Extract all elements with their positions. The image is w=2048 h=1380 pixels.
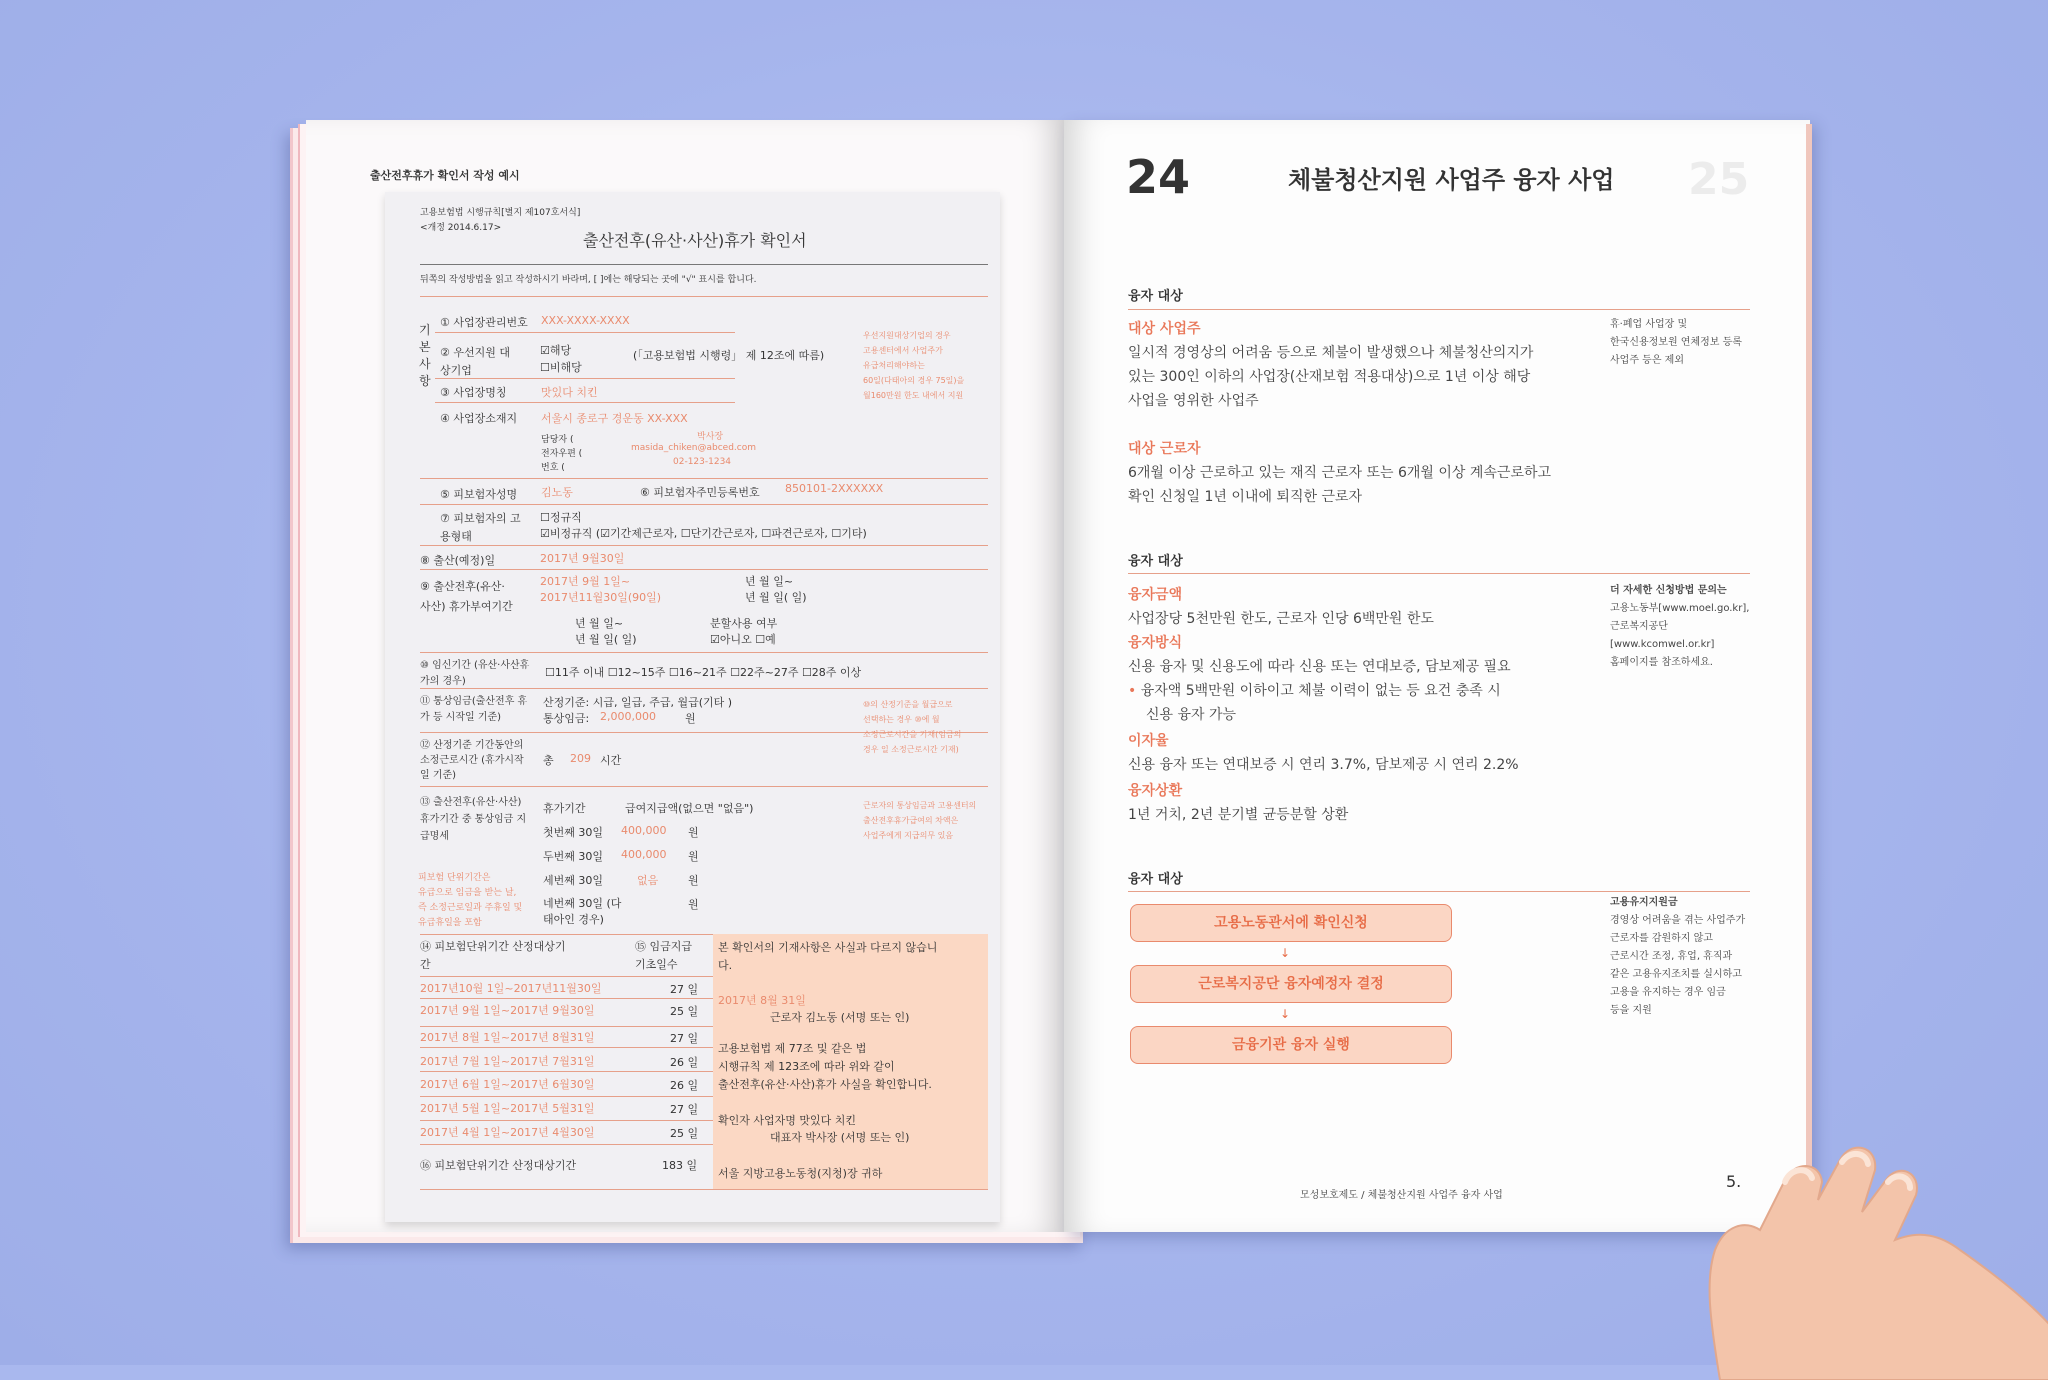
row13-label: ⑬ 출산전후(유산·사산) 휴가기간 중 통상임금 지급명세 <box>420 797 527 842</box>
confirm-business: 확인자 사업자명 맛있다 치킨 <box>718 1114 857 1127</box>
row7-opt1: ☐정규직 <box>540 511 582 524</box>
r14-row6-days: 27 일 <box>670 1103 699 1116</box>
section2-bullet: • 융자액 5백만원 이하이고 체불 이력이 없는 등 요건 충족 시 <box>1128 683 1501 699</box>
row8-value: 2017년 9월30일 <box>540 552 625 565</box>
row12-prefix: 총 <box>543 754 554 767</box>
row12-value: 209 <box>570 752 591 765</box>
maternity-leave-form <box>385 192 1000 1222</box>
r14-row7-days: 25 일 <box>670 1127 699 1140</box>
row14-label: ⑭ 피보험단위기간 산정대상기간 <box>420 940 566 971</box>
page-number: 5. <box>1726 1172 1742 1191</box>
section2-body4: 1년 거치, 2년 분기별 균등분할 상환 <box>1128 807 1349 823</box>
section2-bullet-cont: 신용 융자 가능 <box>1146 707 1237 723</box>
flow-step-1: 고용노동관서에 확인신청 <box>1130 904 1452 942</box>
r14-row4-period: 2017년 7월 1일~2017년 7월31일 <box>420 1055 595 1068</box>
row4-value: 서울시 종로구 경운동 XX-XXX <box>541 412 688 425</box>
r14-row1-days: 27 일 <box>670 983 699 996</box>
r14-row4-days: 26 일 <box>670 1056 699 1069</box>
r14-row1-period: 2017년10월 1일~2017년11월30일 <box>420 982 602 995</box>
section2-body1: 사업장당 5천만원 한도, 근로자 인당 6백만원 한도 <box>1128 611 1434 627</box>
r13-row2-unit: 원 <box>688 850 699 863</box>
note-insured-period: 피보험 단위기간은 유급으로 임금을 받는 날, 즉 소정근로일과 주휴일 및 유급휴일을 포함 <box>418 873 523 928</box>
note-wage-difference: 근로자의 통상임금과 고용센터의 출산전후휴가급여의 차액은 사업주에게 지급의무 있음 <box>863 801 977 840</box>
r14-row6-period: 2017년 5월 1일~2017년 5월31일 <box>420 1102 595 1115</box>
confirm-law3: 출산전후(유산·사산)휴가 사실을 확인합니다. <box>718 1078 932 1091</box>
r13-row1-unit: 원 <box>688 826 699 839</box>
form-law: 고용보험법 시행규칙[별지 제107호서식] <box>420 208 581 218</box>
r14-row5-period: 2017년 6월 1일~2017년 6월30일 <box>420 1078 595 1091</box>
section1-sub2: 대상 근로자 <box>1128 441 1201 457</box>
page-footer: 모성보호제도 / 체불청산지원 사업주 융자 사업 <box>1300 1190 1503 1201</box>
hand-holding-page <box>1690 1120 2048 1380</box>
section2-body3: 신용 융자 또는 연대보증 시 연리 3.7%, 담보제공 시 연리 2.2% <box>1128 757 1519 773</box>
section1-body1-line2: 있는 300인 이하의 사업장(산재보험 적용대상)으로 1년 이상 해당 <box>1128 369 1531 385</box>
section2-heading: 융자 대상 <box>1128 554 1183 569</box>
row11-unit: 원 <box>685 712 696 725</box>
row9-label: ⑨ 출산전후(유산·사산) 휴가부여기간 <box>420 580 513 613</box>
r14-row5-days: 26 일 <box>670 1079 699 1092</box>
form-title: 출산전후(유산·사산)휴가 확인서 <box>583 231 807 250</box>
row3-label: ③ 사업장명칭 <box>440 386 507 399</box>
row9-line3: 년 월 일~ <box>575 617 624 630</box>
section1-body2-line2: 확인 신청일 1년 이내에 퇴직한 근로자 <box>1128 489 1363 505</box>
section2-sub1: 융자금액 <box>1128 587 1183 603</box>
row4-contact1: 담당자 ( <box>541 435 574 445</box>
row7-opt2: ☑비정규직 (☑기간제근로자, ☐단기간근로자, ☐파견근로자, ☐기타) <box>540 527 867 540</box>
row4-contact3: 번호 ( <box>541 463 565 473</box>
row15-label: ⑮ 임금지급 기초일수 <box>635 940 693 971</box>
row5-label: ⑤ 피보험자성명 <box>440 488 518 501</box>
form-instruction: 뒤쪽의 작성방법을 읽고 작성하시기 바라며, [ ]에는 해당되는 곳에 "√" 표시를 합니다. <box>420 275 757 285</box>
row2-note: (「고용보험법 시행령」 제 12조에 따름) <box>633 349 825 362</box>
basic-section-label: 기본사항 <box>419 323 431 388</box>
row11-label: ⑪ 통상임금(출산전후 휴가 등 시작일 기준) <box>420 696 528 723</box>
section2-sub4: 융자상환 <box>1128 783 1183 799</box>
section2-sub2: 융자방식 <box>1128 635 1183 651</box>
confirm-statement: 본 확인서의 기재사항은 사실과 다르지 않습니다. <box>718 941 938 972</box>
flow-step-3: 금융기관 융자 실행 <box>1130 1026 1452 1064</box>
section2-sub3: 이자율 <box>1128 733 1169 749</box>
row5-value: 김노동 <box>541 486 573 499</box>
section2-side-note: 더 자세한 신청방법 문의는 고용노동부[www.moel.go.kr], 근로복지공단 [www.kcomwel.or.kr] 홈페이지를 참조하세요. <box>1610 585 1750 668</box>
row1-label: ① 사업장관리번호 <box>440 316 528 329</box>
page-title: 체불청산지원 사업주 융자 사업 <box>1288 166 1615 194</box>
row13-head2: 급여지급액(없으면 "없음") <box>625 802 754 815</box>
row7-label: ⑦ 피보험자의 고용형태 <box>440 512 521 543</box>
confirm-law1: 고용보험법 제 77조 및 같은 법 <box>718 1042 867 1055</box>
row9-line2: 2017년11월30일(90일) <box>540 591 662 604</box>
section3-side-note: 고용유지지원금 경영상 어려움을 겪는 사업주가 근로자를 감원하지 않고 근로시간 조정, 휴업, 휴직과 같은 고용유지조치를 실시하고 고용을 유지하는 경우 임금 등을 지원 <box>1610 897 1746 1016</box>
r14-row7-period: 2017년 4월 1일~2017년 4월30일 <box>420 1126 595 1139</box>
section1-body1-line1: 일시적 경영상의 어려움 등으로 체불이 발생했으나 체불청산의지가 <box>1128 345 1534 361</box>
section2-body2: 신용 융자 및 신용도에 따라 신용 또는 연대보증, 담보제공 필요 <box>1128 659 1511 675</box>
confirm-worker: 근로자 김노동 (서명 또는 인) <box>770 1011 910 1024</box>
row10-options: ☐11주 이내 ☐12~15주 ☐16~21주 ☐22주~27주 ☐28주 이상 <box>545 666 862 679</box>
row9-line1: 2017년 9월 1일~ <box>540 575 631 588</box>
ghost-chapter-number: 25 <box>1688 154 1750 205</box>
row4-contact2-value: masida_chiken@abced.com <box>631 443 756 453</box>
r14-row2-period: 2017년 9월 1일~2017년 9월30일 <box>420 1004 595 1017</box>
left-page-header: 출산전후휴가 확인서 작성 예시 <box>370 169 520 182</box>
r13-row4-unit: 원 <box>688 898 699 911</box>
row4-contact3-value: 02-123-1234 <box>673 457 732 467</box>
form-revision: <개정 2014.6.17> <box>420 223 502 233</box>
r13-row2-amount: 400,000 <box>621 848 667 861</box>
row11-line2: 통상임금: <box>543 712 590 725</box>
row4-contact1-value: 박사장 <box>697 432 724 442</box>
row9-split-value: ☑아니오 ☐예 <box>710 633 776 646</box>
row3-value: 맛있다 치킨 <box>541 386 598 399</box>
row8-label: ⑧ 출산(예정)일 <box>420 554 496 567</box>
r13-row1-amount: 400,000 <box>621 824 667 837</box>
r14-row2-days: 25 일 <box>670 1005 699 1018</box>
row4-contact2: 전자우편 ( <box>541 449 583 459</box>
row9-line4: 년 월 일( 일) <box>575 633 637 646</box>
r13-row3-period: 세번째 30일 <box>543 874 603 887</box>
row13-head1: 휴가기간 <box>543 802 586 815</box>
section3-heading: 융자 대상 <box>1128 872 1183 887</box>
row9-right1: 년 월 일~ <box>745 575 794 588</box>
section1-heading: 융자 대상 <box>1128 289 1183 304</box>
note-priority-support: 우선지원대상기업의 경우 고용센터에서 사업주가 유급처리해야하는 60일(다태아의 경우 75일)을 월160만원 한도 내에서 지원 <box>863 331 965 400</box>
flow-step-2: 근로복지공단 융자예정자 결정 <box>1130 965 1452 1003</box>
section1-sub1: 대상 사업주 <box>1128 321 1201 337</box>
confirm-representative: 대표자 박사장 (서명 또는 인) <box>770 1131 910 1144</box>
confirm-law2: 시행규칙 제 123조에 따라 위와 같이 <box>718 1060 895 1073</box>
confirm-office: 서울 지방고용노동청(지청)장 귀하 <box>718 1167 883 1180</box>
confirm-date: 2017년 8월 31일 <box>718 994 806 1007</box>
row1-value: XXX-XXXX-XXXX <box>541 314 630 327</box>
section1-body2-line1: 6개월 이상 근로하고 있는 재직 근로자 또는 6개월 이상 계속근로하고 <box>1128 465 1552 481</box>
row12-label: ⑫ 산정기준 기간동안의 소정근로시간 (휴가시작일 기준) <box>420 740 524 781</box>
r13-row4-period: 네번째 30일 (다태아인 경우) <box>543 897 622 926</box>
r13-row3-amount: 없음 <box>637 874 659 887</box>
row2-opt2: ☐비해당 <box>540 361 582 374</box>
section1-side-note: 휴·폐업 사업장 및 한국신용정보원 연체정보 등록 사업주 등은 제외 <box>1610 319 1742 366</box>
r14-row3-days: 27 일 <box>670 1032 699 1045</box>
flow-arrow-2: ↓ <box>1280 1007 1291 1021</box>
row16-label: ⑯ 피보험단위기간 산정대상기간 <box>420 1159 577 1172</box>
flow-arrow-1: ↓ <box>1280 946 1291 960</box>
row4-label: ④ 사업장소재지 <box>440 412 518 425</box>
row16-value: 183 일 <box>662 1159 698 1172</box>
row6-label: ⑥ 피보험자주민등록번호 <box>640 486 760 499</box>
r13-row3-unit: 원 <box>688 874 699 887</box>
row11-value: 2,000,000 <box>600 710 656 723</box>
row11-line1: 산정기준: 시급, 일급, 주급, 월급(기타 ) <box>543 696 733 709</box>
row2-opt1: ☑해당 <box>540 344 572 357</box>
right-page-edge <box>1806 124 1812 1230</box>
row9-split: 분할사용 여부 <box>710 617 778 630</box>
r13-row1-period: 첫번째 30일 <box>543 826 603 839</box>
note-wage-basis: ⑩의 산정기준을 월급으로 선택하는 경우 ⑩에 월 소정근로시간을 기재(임금의 경우 일 소정근로시간 기재) <box>863 700 962 754</box>
chapter-number: 24 <box>1126 150 1191 204</box>
row9-right2: 년 월 일( 일) <box>745 591 807 604</box>
row2-label: ② 우선지원 대상기업 <box>440 346 510 377</box>
r13-row2-period: 두번째 30일 <box>543 850 603 863</box>
row12-unit: 시간 <box>600 754 622 767</box>
row10-label: ⑩ 임신기간 (유산·사산휴가의 경우) <box>420 660 530 687</box>
section1-body1-line3: 사업을 영위한 사업주 <box>1128 393 1259 409</box>
r14-row3-period: 2017년 8월 1일~2017년 8월31일 <box>420 1031 595 1044</box>
row6-value: 850101-2XXXXXX <box>785 482 884 495</box>
